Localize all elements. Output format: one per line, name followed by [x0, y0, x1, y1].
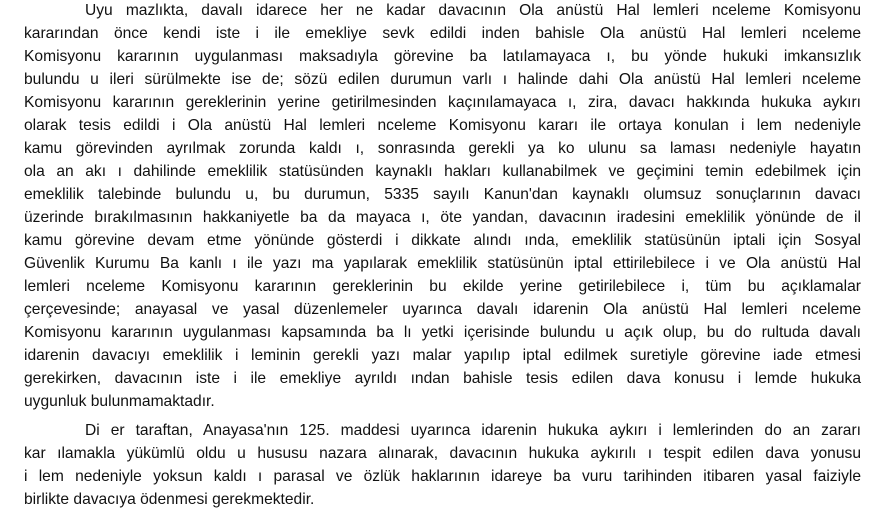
paragraph-line: i lem nedeniyle yoksun kaldı ı parasal ve özlük haklarının idareye ba vuru tarihinden itibaren yasal faiziyle	[24, 468, 861, 485]
paragraph-line: uygunluk bulunmamaktadır.	[24, 393, 215, 410]
paragraph-line: Komisyonu kararının gereklerinin yerine getirilmesinden kaçınılamayaca ı, zira, davacı hakkında hukuka aykırı	[24, 94, 861, 111]
paragraph-line: kamu görevinden ayrılmak zorunda kaldı ı, sonrasında gerekli ya ko ulunu sa laması nedeniyle hayatın	[24, 140, 861, 157]
paragraph-line: ola an akı ı dahilinde emeklilik statüsünden kaynaklı hakları kullanabilmek ve geçimini temin edebilmek için	[24, 163, 861, 180]
paragraph-line: olarak tesis edildi i Ola anüstü Hal lemleri nceleme Komisyonu kararı ile ortaya konulan i lem nedeniyle	[24, 117, 861, 134]
paragraph-line: idarenin davacıyı emeklilik i leminin gerekli yazı malar yapılıp iptal edilmek suretiyle görevine iade etmesi	[24, 347, 861, 364]
paragraph-line: üzerinde bırakılmasının hakkaniyetle ba da mayaca ı, öte yandan, davacının iradesini emeklilik yönünde de il	[24, 209, 861, 226]
paragraph-line: birlikte davacıya ödenmesi gerekmektedir.	[24, 491, 315, 508]
paragraph-line: kamu görevine devam etme yönünde gösterdi i dikkate alındı ında, emeklilik statüsünün iptali için Sosyal	[24, 232, 861, 249]
paragraph-line: gerekirken, davacının iste i ile emekliye ayrıldı ından bahisle tesis edilen dava konusu i lemde hukuka	[24, 370, 861, 387]
paragraph-line: Güvenlik Kurumu Ba kanlı ı ile yazı ma yapılarak emeklilik statüsünün iptal ettirilebilece i ve Ola anüstü Hal	[24, 255, 861, 272]
paragraph-line: Di er taraftan, Anayasa'nın 125. maddesi uyarınca idarenin hukuka aykırı i lemlerinden do an zararı	[85, 422, 861, 439]
paragraph-line: kar ılamakla yükümlü oldu u hususu nazara alınarak, davacının hukuka aykırılı ı tespit edilen dava yonusu	[24, 445, 861, 462]
paragraph-line: Uyu mazlıkta, davalı idarece her ne kadar davacının Ola anüstü Hal lemleri nceleme Komisyonu	[85, 2, 861, 19]
paragraph-line: kararından önce kendi iste i ile emekliye sevk edildi inden bahisle Ola anüstü Hal lemleri nceleme	[24, 25, 861, 42]
paragraph-line: çerçevesinde; anayasal ve yasal düzenlemeler uyarınca davalı idarenin Ola anüstü Hal lemleri nceleme	[24, 301, 861, 318]
paragraph-line: emeklilik talebinde bulundu u, bu durumun, 5335 sayılı Kanun'dan kaynaklı olumsuz sonuçlarının davacı	[24, 186, 861, 203]
paragraph-line: lemleri nceleme Komisyonu kararının gereklerinin bu ekilde yerine getirilebilece i, tüm bu açıklamalar	[24, 278, 861, 295]
paragraph-line: bulundu u ileri sürülmekte ise de; sözü edilen durumun varlı ı halinde dahi Ola anüstü Hal lemleri nceleme	[24, 71, 861, 88]
paragraph-line: Komisyonu kararının uygulanması maksadıyla görevine ba latılamayaca ı, bu yönde hukuki imkansızlık	[24, 48, 861, 65]
paragraph-line: Komisyonu kararının uygulanması kapsamında ba lı yetki içerisinde bulundu u açık olup, bu do rultuda davalı	[24, 324, 861, 341]
